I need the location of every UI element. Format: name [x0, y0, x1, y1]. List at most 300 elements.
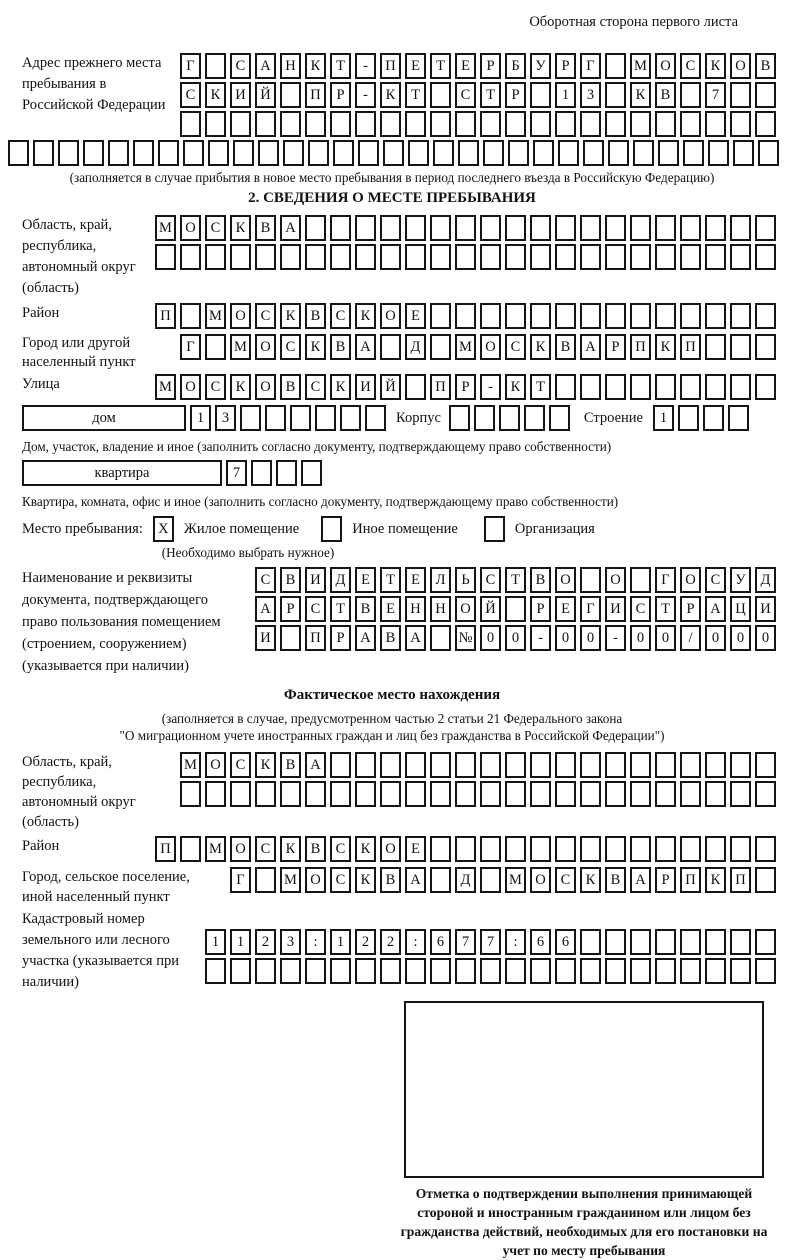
form-cell[interactable]: К	[230, 215, 251, 241]
form-cell[interactable]: Е	[555, 596, 576, 622]
region-2-row-2[interactable]	[180, 781, 776, 807]
form-cell[interactable]: Т	[505, 567, 526, 593]
form-cell[interactable]	[455, 836, 476, 862]
form-cell[interactable]	[508, 140, 529, 166]
form-cell[interactable]	[430, 625, 451, 651]
form-cell[interactable]	[680, 958, 701, 984]
form-cell[interactable]	[580, 111, 601, 137]
form-cell[interactable]	[680, 781, 701, 807]
form-cell[interactable]: К	[355, 867, 376, 893]
form-cell[interactable]: У	[730, 567, 751, 593]
form-cell[interactable]	[405, 244, 426, 270]
form-cell[interactable]: Е	[405, 836, 426, 862]
district-2-row[interactable]	[155, 836, 776, 862]
form-cell[interactable]: К	[355, 836, 376, 862]
form-cell[interactable]	[280, 781, 301, 807]
document-row-3[interactable]	[255, 625, 776, 651]
form-cell[interactable]	[555, 752, 576, 778]
form-cell[interactable]	[408, 140, 429, 166]
form-cell[interactable]	[230, 958, 251, 984]
form-cell[interactable]	[730, 303, 751, 329]
form-cell[interactable]: К	[380, 82, 401, 108]
form-cell[interactable]: Д	[330, 567, 351, 593]
form-cell[interactable]	[180, 836, 201, 862]
form-cell[interactable]	[430, 82, 451, 108]
form-cell[interactable]: К	[505, 374, 526, 400]
region-row-1[interactable]	[155, 215, 776, 241]
form-cell[interactable]	[108, 140, 129, 166]
form-cell[interactable]: О	[380, 303, 401, 329]
form-cell[interactable]	[630, 958, 651, 984]
form-cell[interactable]	[430, 215, 451, 241]
form-cell[interactable]: Т	[330, 596, 351, 622]
form-cell[interactable]: №	[455, 625, 476, 651]
form-cell[interactable]: А	[355, 625, 376, 651]
form-cell[interactable]	[330, 244, 351, 270]
form-cell[interactable]: В	[380, 867, 401, 893]
form-cell[interactable]: А	[405, 625, 426, 651]
form-cell[interactable]: Е	[355, 567, 376, 593]
form-cell[interactable]: Г	[580, 53, 601, 79]
form-cell[interactable]: Р	[555, 53, 576, 79]
form-cell[interactable]	[605, 53, 626, 79]
form-cell[interactable]: К	[530, 334, 551, 360]
form-cell[interactable]	[355, 958, 376, 984]
stroenie-cells[interactable]	[653, 405, 749, 431]
form-cell[interactable]: Р	[455, 374, 476, 400]
form-cell[interactable]	[755, 867, 776, 893]
form-cell[interactable]: Г	[580, 596, 601, 622]
form-cell[interactable]	[680, 215, 701, 241]
form-cell[interactable]: С	[680, 53, 701, 79]
form-cell[interactable]: В	[555, 334, 576, 360]
form-cell[interactable]	[505, 958, 526, 984]
form-cell[interactable]	[380, 958, 401, 984]
form-cell[interactable]	[605, 752, 626, 778]
form-cell[interactable]	[580, 567, 601, 593]
form-cell[interactable]: У	[530, 53, 551, 79]
form-cell[interactable]: /	[680, 625, 701, 651]
form-cell[interactable]	[290, 405, 311, 431]
form-cell[interactable]	[333, 140, 354, 166]
form-cell[interactable]	[405, 752, 426, 778]
form-cell[interactable]	[703, 405, 724, 431]
form-cell[interactable]: С	[705, 567, 726, 593]
form-cell[interactable]	[630, 244, 651, 270]
form-cell[interactable]: 0	[555, 625, 576, 651]
form-cell[interactable]	[380, 752, 401, 778]
form-cell[interactable]	[758, 140, 779, 166]
form-cell[interactable]	[580, 752, 601, 778]
form-cell[interactable]	[680, 111, 701, 137]
form-cell[interactable]	[180, 111, 201, 137]
form-cell[interactable]: С	[180, 82, 201, 108]
city-2-row[interactable]	[230, 867, 776, 893]
form-cell[interactable]: Е	[455, 53, 476, 79]
form-cell[interactable]	[730, 215, 751, 241]
form-cell[interactable]: Р	[330, 82, 351, 108]
previous-address-row-4[interactable]	[8, 140, 776, 166]
form-cell[interactable]: 0	[755, 625, 776, 651]
form-cell[interactable]: И	[605, 596, 626, 622]
form-cell[interactable]: 3	[215, 405, 236, 431]
form-cell[interactable]: Т	[530, 374, 551, 400]
form-cell[interactable]	[33, 140, 54, 166]
form-cell[interactable]: О	[655, 53, 676, 79]
form-cell[interactable]	[728, 405, 749, 431]
form-cell[interactable]: С	[330, 836, 351, 862]
form-cell[interactable]: Т	[480, 82, 501, 108]
form-cell[interactable]	[58, 140, 79, 166]
form-cell[interactable]	[658, 140, 679, 166]
form-cell[interactable]: О	[180, 215, 201, 241]
form-cell[interactable]: 1	[330, 929, 351, 955]
form-cell[interactable]: Р	[680, 596, 701, 622]
form-cell[interactable]: В	[255, 215, 276, 241]
form-cell[interactable]: М	[505, 867, 526, 893]
form-cell[interactable]	[630, 111, 651, 137]
form-cell[interactable]: Й	[380, 374, 401, 400]
form-cell[interactable]: С	[305, 596, 326, 622]
form-cell[interactable]	[605, 111, 626, 137]
form-cell[interactable]	[449, 405, 470, 431]
form-cell[interactable]	[755, 82, 776, 108]
form-cell[interactable]	[605, 374, 626, 400]
form-cell[interactable]: М	[455, 334, 476, 360]
form-cell[interactable]: О	[205, 752, 226, 778]
form-cell[interactable]: И	[355, 374, 376, 400]
form-cell[interactable]	[480, 215, 501, 241]
form-cell[interactable]: С	[330, 303, 351, 329]
form-cell[interactable]	[283, 140, 304, 166]
form-cell[interactable]	[583, 140, 604, 166]
form-cell[interactable]: О	[305, 867, 326, 893]
form-cell[interactable]: П	[430, 374, 451, 400]
previous-address-row-2[interactable]	[180, 82, 776, 108]
form-cell[interactable]: Г	[180, 334, 201, 360]
form-cell[interactable]: С	[205, 215, 226, 241]
form-cell[interactable]: 1	[230, 929, 251, 955]
form-cell[interactable]	[655, 929, 676, 955]
form-cell[interactable]	[549, 405, 570, 431]
form-cell[interactable]	[455, 752, 476, 778]
form-cell[interactable]: С	[230, 752, 251, 778]
form-cell[interactable]	[655, 111, 676, 137]
form-cell[interactable]	[755, 836, 776, 862]
form-cell[interactable]	[530, 781, 551, 807]
form-cell[interactable]: И	[305, 567, 326, 593]
form-cell[interactable]: К	[580, 867, 601, 893]
form-cell[interactable]: Г	[655, 567, 676, 593]
form-cell[interactable]	[580, 215, 601, 241]
form-cell[interactable]: К	[255, 752, 276, 778]
form-cell[interactable]: 6	[430, 929, 451, 955]
form-cell[interactable]: Т	[655, 596, 676, 622]
form-cell[interactable]	[280, 958, 301, 984]
form-cell[interactable]: 3	[280, 929, 301, 955]
form-cell[interactable]	[480, 867, 501, 893]
form-cell[interactable]: А	[580, 334, 601, 360]
form-cell[interactable]: О	[180, 374, 201, 400]
form-cell[interactable]	[555, 374, 576, 400]
form-cell[interactable]: Т	[430, 53, 451, 79]
form-cell[interactable]	[251, 460, 272, 486]
form-cell[interactable]	[483, 140, 504, 166]
form-cell[interactable]	[405, 958, 426, 984]
form-cell[interactable]: О	[230, 303, 251, 329]
house-cells[interactable]	[190, 405, 386, 431]
form-cell[interactable]: П	[730, 867, 751, 893]
form-cell[interactable]	[755, 111, 776, 137]
form-cell[interactable]	[455, 958, 476, 984]
form-cell[interactable]: Е	[405, 303, 426, 329]
form-cell[interactable]	[480, 781, 501, 807]
form-cell[interactable]: В	[655, 82, 676, 108]
form-cell[interactable]	[605, 82, 626, 108]
form-cell[interactable]	[705, 929, 726, 955]
form-cell[interactable]	[365, 405, 386, 431]
form-cell[interactable]: М	[155, 374, 176, 400]
form-cell[interactable]	[655, 836, 676, 862]
form-cell[interactable]: Д	[405, 334, 426, 360]
form-cell[interactable]	[230, 781, 251, 807]
form-cell[interactable]	[230, 111, 251, 137]
form-cell[interactable]: 7	[705, 82, 726, 108]
form-cell[interactable]: С	[630, 596, 651, 622]
form-cell[interactable]	[355, 781, 376, 807]
form-cell[interactable]	[555, 958, 576, 984]
form-cell[interactable]	[755, 752, 776, 778]
form-cell[interactable]: П	[305, 625, 326, 651]
form-cell[interactable]: 1	[190, 405, 211, 431]
form-cell[interactable]	[258, 140, 279, 166]
form-cell[interactable]	[280, 111, 301, 137]
form-cell[interactable]	[380, 781, 401, 807]
form-cell[interactable]	[730, 929, 751, 955]
form-cell[interactable]	[705, 836, 726, 862]
form-cell[interactable]	[730, 244, 751, 270]
form-cell[interactable]: Ц	[730, 596, 751, 622]
form-cell[interactable]	[730, 374, 751, 400]
form-cell[interactable]: В	[380, 625, 401, 651]
form-cell[interactable]	[305, 111, 326, 137]
form-cell[interactable]	[484, 516, 505, 542]
form-cell[interactable]	[255, 867, 276, 893]
form-cell[interactable]	[630, 781, 651, 807]
document-row-2[interactable]	[255, 596, 776, 622]
form-cell[interactable]: П	[380, 53, 401, 79]
form-cell[interactable]: Й	[480, 596, 501, 622]
form-cell[interactable]: :	[405, 929, 426, 955]
form-cell[interactable]	[655, 215, 676, 241]
form-cell[interactable]: Ь	[455, 567, 476, 593]
form-cell[interactable]: 2	[355, 929, 376, 955]
form-cell[interactable]	[380, 334, 401, 360]
stay-type-checkbox-residential[interactable]	[153, 516, 174, 542]
form-cell[interactable]: С	[305, 374, 326, 400]
form-cell[interactable]	[280, 244, 301, 270]
form-cell[interactable]: К	[205, 82, 226, 108]
form-cell[interactable]	[433, 140, 454, 166]
form-cell[interactable]	[276, 460, 297, 486]
form-cell[interactable]: Р	[330, 625, 351, 651]
cadastral-row-2[interactable]	[205, 958, 776, 984]
form-cell[interactable]: 6	[555, 929, 576, 955]
form-cell[interactable]	[505, 244, 526, 270]
form-cell[interactable]: 7	[226, 460, 247, 486]
form-cell[interactable]: А	[355, 334, 376, 360]
form-cell[interactable]: X	[153, 516, 174, 542]
form-cell[interactable]	[580, 958, 601, 984]
form-cell[interactable]	[383, 140, 404, 166]
form-cell[interactable]	[705, 215, 726, 241]
form-cell[interactable]	[555, 303, 576, 329]
form-cell[interactable]	[305, 781, 326, 807]
form-cell[interactable]: С	[255, 836, 276, 862]
form-cell[interactable]: -	[355, 53, 376, 79]
form-cell[interactable]: Е	[405, 53, 426, 79]
form-cell[interactable]	[330, 215, 351, 241]
form-cell[interactable]: Т	[405, 82, 426, 108]
form-cell[interactable]: К	[230, 374, 251, 400]
form-cell[interactable]	[580, 244, 601, 270]
form-cell[interactable]	[265, 405, 286, 431]
form-cell[interactable]: Е	[380, 596, 401, 622]
form-cell[interactable]	[755, 244, 776, 270]
form-cell[interactable]	[730, 334, 751, 360]
form-cell[interactable]	[655, 752, 676, 778]
form-cell[interactable]	[730, 752, 751, 778]
form-cell[interactable]	[430, 111, 451, 137]
form-cell[interactable]	[255, 958, 276, 984]
form-cell[interactable]: 0	[580, 625, 601, 651]
form-cell[interactable]: -	[530, 625, 551, 651]
form-cell[interactable]	[630, 374, 651, 400]
form-cell[interactable]: С	[230, 53, 251, 79]
form-cell[interactable]: В	[280, 752, 301, 778]
form-cell[interactable]: :	[505, 929, 526, 955]
form-cell[interactable]	[605, 303, 626, 329]
form-cell[interactable]	[455, 111, 476, 137]
form-cell[interactable]: К	[305, 334, 326, 360]
form-cell[interactable]: В	[355, 596, 376, 622]
form-cell[interactable]	[530, 752, 551, 778]
form-cell[interactable]	[455, 303, 476, 329]
form-cell[interactable]	[530, 958, 551, 984]
form-cell[interactable]: В	[305, 303, 326, 329]
form-cell[interactable]	[605, 244, 626, 270]
form-cell[interactable]	[730, 781, 751, 807]
form-cell[interactable]	[705, 958, 726, 984]
form-cell[interactable]: К	[630, 82, 651, 108]
form-cell[interactable]	[208, 140, 229, 166]
form-cell[interactable]: А	[255, 596, 276, 622]
region-2-row-1[interactable]	[180, 752, 776, 778]
form-cell[interactable]: В	[330, 334, 351, 360]
form-cell[interactable]: :	[305, 929, 326, 955]
form-cell[interactable]	[340, 405, 361, 431]
form-cell[interactable]	[430, 958, 451, 984]
form-cell[interactable]	[555, 244, 576, 270]
street-row[interactable]	[155, 374, 776, 400]
form-cell[interactable]	[680, 303, 701, 329]
form-cell[interactable]	[355, 752, 376, 778]
form-cell[interactable]	[705, 781, 726, 807]
form-cell[interactable]	[524, 405, 545, 431]
form-cell[interactable]	[355, 244, 376, 270]
form-cell[interactable]: Т	[380, 567, 401, 593]
form-cell[interactable]: Д	[755, 567, 776, 593]
form-cell[interactable]	[580, 374, 601, 400]
form-cell[interactable]	[730, 836, 751, 862]
form-cell[interactable]: С	[255, 303, 276, 329]
form-cell[interactable]: Р	[280, 596, 301, 622]
form-cell[interactable]	[755, 334, 776, 360]
form-cell[interactable]: Б	[505, 53, 526, 79]
form-cell[interactable]: 7	[480, 929, 501, 955]
form-cell[interactable]: 1	[653, 405, 674, 431]
form-cell[interactable]	[530, 244, 551, 270]
form-cell[interactable]	[380, 244, 401, 270]
form-cell[interactable]: С	[330, 867, 351, 893]
form-cell[interactable]	[705, 244, 726, 270]
form-cell[interactable]	[705, 752, 726, 778]
form-cell[interactable]	[505, 303, 526, 329]
form-cell[interactable]: И	[755, 596, 776, 622]
form-cell[interactable]	[505, 836, 526, 862]
form-cell[interactable]	[630, 567, 651, 593]
form-cell[interactable]: 7	[455, 929, 476, 955]
form-cell[interactable]: С	[255, 567, 276, 593]
form-cell[interactable]	[205, 244, 226, 270]
form-cell[interactable]	[530, 215, 551, 241]
form-cell[interactable]	[430, 303, 451, 329]
form-cell[interactable]	[455, 244, 476, 270]
form-cell[interactable]	[480, 752, 501, 778]
district-row[interactable]	[155, 303, 776, 329]
form-cell[interactable]	[608, 140, 629, 166]
form-cell[interactable]	[405, 374, 426, 400]
region-row-2[interactable]	[155, 244, 776, 270]
form-cell[interactable]	[630, 215, 651, 241]
form-cell[interactable]	[555, 111, 576, 137]
form-cell[interactable]: Н	[405, 596, 426, 622]
form-cell[interactable]	[305, 958, 326, 984]
form-cell[interactable]: А	[305, 752, 326, 778]
form-cell[interactable]: 0	[730, 625, 751, 651]
form-cell[interactable]	[605, 836, 626, 862]
form-cell[interactable]	[733, 140, 754, 166]
form-cell[interactable]: О	[605, 567, 626, 593]
form-cell[interactable]	[680, 752, 701, 778]
form-cell[interactable]	[380, 215, 401, 241]
form-cell[interactable]: 0	[655, 625, 676, 651]
form-cell[interactable]: 2	[255, 929, 276, 955]
form-cell[interactable]	[680, 929, 701, 955]
form-cell[interactable]: П	[680, 867, 701, 893]
form-cell[interactable]: К	[280, 303, 301, 329]
form-cell[interactable]	[321, 516, 342, 542]
form-cell[interactable]	[530, 303, 551, 329]
form-cell[interactable]	[405, 111, 426, 137]
form-cell[interactable]: О	[255, 374, 276, 400]
stay-type-checkbox-other[interactable]	[321, 516, 342, 542]
form-cell[interactable]: П	[630, 334, 651, 360]
form-cell[interactable]	[505, 111, 526, 137]
form-cell[interactable]: Н	[430, 596, 451, 622]
form-cell[interactable]: О	[730, 53, 751, 79]
form-cell[interactable]: А	[255, 53, 276, 79]
